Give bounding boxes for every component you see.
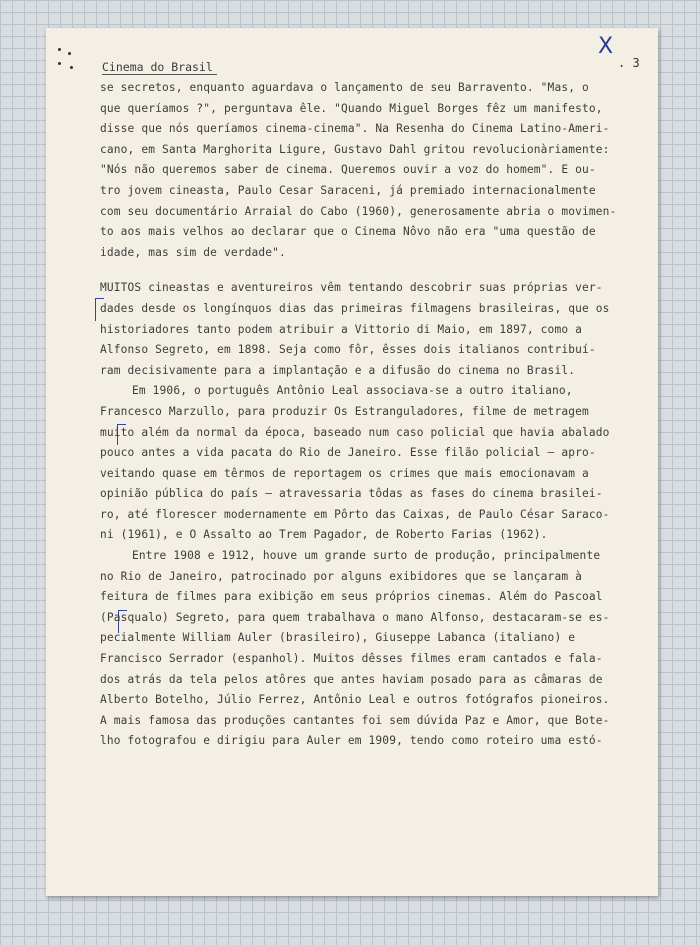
text-line: pouco antes a vida pacata do Rio de Janeiro. Esse filão policial — apro- [100,446,596,460]
text-line: feitura de filmes para exibição em seus próprios cinemas. Além do Pascoal [100,590,603,604]
text-line: veitando quase em têrmos de reportagem os crimes que mais emocionavam a [100,466,589,480]
text-line: disse que nós queríamos cinema-cinema". Na Resenha do Cinema Latino-Ameri- [100,122,610,136]
text-line: dades desde os longínquos dias das primeiras filmagens brasileiras, que os [100,301,610,315]
handwritten-x-mark: X [598,34,614,59]
text-line: pecialmente William Auler (brasileiro), Giuseppe Labanca (italiano) e [100,631,576,645]
text-line: "Nós não queremos saber de cinema. Queremos ouvir a voz do homem". E ou- [100,163,596,177]
text-line: ni (1961), e O Assalto ao Trem Pagador, de Roberto Farias (1962). [100,528,548,542]
stain-dots [54,42,84,82]
text-line: Francisco Serrador (espanhol). Muitos dêsses filmes eram cantados e fala- [100,652,603,666]
text-line: to aos mais velhos ao declarar que o Cinema Nôvo não era "uma questão de [100,225,596,239]
text-line: A mais famosa das produções cantantes foi sem dúvida Paz e Amor, que Bote- [100,713,610,727]
text-line: Alberto Botelho, Júlio Ferrez, Antônio Leal e outros fotógrafos pioneiros. [100,693,610,707]
text-line: MUITOS cineastas e aventureiros vêm tentando descobrir suas próprias ver- [100,281,603,295]
text-line: com seu documentário Arraial do Cabo (1960), generosamente abria o movimen- [100,204,617,218]
page-number: . 3 [618,56,640,70]
text-line: historiadores tanto podem atribuir a Vittorio di Maio, em 1897, como a [100,322,582,336]
text-line: Francesco Marzullo, para produzir Os Estranguladores, filme de metragem [100,404,589,418]
text-line: (Pasqualo) Segreto, para quem trabalhava o mano Alfonso, destacaram-se es- [100,610,610,624]
text-line: muito além da normal da época, baseado num caso policial que havia abalado [100,425,610,439]
text-line: Entre 1908 e 1912, houve um grande surto de produção, principalmente [132,549,601,563]
text-line: tro jovem cineasta, Paulo Cesar Saraceni, já premiado internacionalmente [100,183,596,197]
running-header: Cinema do Brasil [102,60,217,75]
text-line: se secretos, enquanto aguardava o lançamento de seu Barravento. "Mas, o [100,81,589,94]
document-page [46,28,658,896]
text-line: ram decisivamente para a implantação e a difusão do cinema no Brasil. [100,363,576,377]
text-line: lho fotografou e dirigiu para Auler em 1909, tendo como roteiro uma estó- [100,734,603,748]
text-line: opinião pública do país — atravessaria tôdas as fases do cinema brasilei- [100,487,603,501]
text-line: que queríamos ?", perguntava êle. "Quando Miguel Borges fêz um manifesto, [100,101,603,115]
text-line: no Rio de Janeiro, patrocinado por alguns exibidores que se lançaram à [100,569,582,583]
text-line: idade, mas sim de verdade". [100,245,286,259]
text-line: Em 1906, o português Antônio Leal associava-se a outro italiano, [132,384,573,398]
text-line: Alfonso Segreto, em 1898. Seja como fôr, êsses dois italianos contribuí- [100,343,596,357]
text-line: cano, em Santa Marghorita Ligure, Gustavo Dahl gritou revolucionàriamente: [100,142,610,156]
body-text [100,78,645,752]
text-line: ro, até florescer modernamente em Pôrto das Caixas, de Paulo César Saraco- [100,507,610,521]
text-line: dos atrás da tela pelos atôres que antes haviam posado para as câmaras de [100,672,603,686]
